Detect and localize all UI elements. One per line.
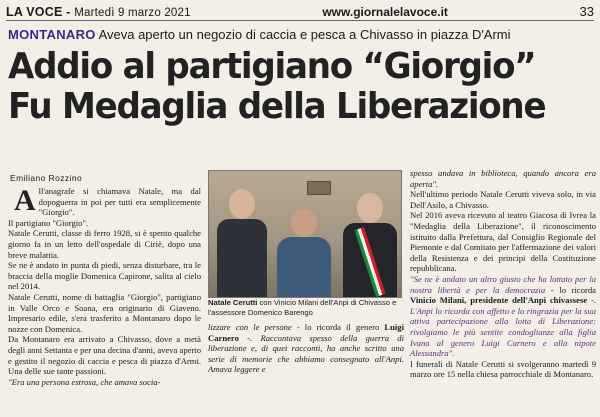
plain-text: - lo ricorda il genero [291,322,385,332]
kicker [8,28,598,42]
paragraph: Natale Cerutti, nome di battaglia "Giorgio", partigiano in Valle Orco e Soana, era originario di Giaveno. Impresario edile, s'era trasferito a Montanaro dopo le nozze con Domenica. [8,291,201,334]
page-header [6,3,594,21]
newspaper-name: LA VOCE - Martedì 9 marzo 2021 [6,4,191,19]
kicker-place: MONTANARO [8,27,96,42]
quote-text: -. Raccontava spesso della guerra di liberazione e, di quei racconti, ha anche scritto una serie di memorie che abbiamo consegnato all'Anpi. Amava leggere e [208,332,404,375]
photo-wall-frame [307,181,331,195]
photo-caption [208,298,404,317]
paragraph [208,322,404,375]
photo-person-center [277,209,331,298]
paragraph: Nel 2016 aveva ricevuto al teatro Giacosa di Ivrea la "Medaglia della Liberazione", il riconoscimento istituito dalla Prefettura, dal Consiglio Regionale del Piemonte e dal Comitato per l'affermazione dei valori della Resistenza e dei principi della Costituzione repubblicana. [410,210,596,274]
person-name: Vinicio Milani [410,295,465,306]
photo-person-right [343,193,397,298]
kicker-text: Aveva aperto un negozio di caccia e pesca a Chivasso in piazza D'Armi [95,27,511,42]
plain-text: - lo ricorda [545,284,596,295]
article-photo [208,170,402,298]
quote-text: "Se ne è andato un altro giusto che ha lottato per la nostra libertà e per la democrazia [410,273,596,295]
paragraph: Se ne è andato in punta di piedi, senza disturbare, tra le braccia della moglie Domenica Capirone, salita al cielo nel 2014. [8,260,201,292]
paper-title: LA VOCE [6,4,63,19]
drop-cap: A [14,184,36,217]
quote-text: L'Anpi lo ricorda con affetto e lo ringrazia per la sua attiva partecipazione alla lotta di Liberazione: rivolgiamo le più sentite condoglianze alla figlia Ivana al genero Luigi Carnero e alla nipote Alessandra". [410,305,596,359]
page-number: 33 [579,4,594,19]
paragraph: "Era una persona estrosa, che amava socia- [8,376,161,387]
headline-line-2: Fu Medaglia della Liberazione [8,86,546,127]
plain-text: -. [587,295,596,306]
website-url: www.giornalelavoce.it [322,4,448,19]
issue-date: Martedì 9 marzo 2021 [74,6,191,19]
paragraph: Natale Cerutti, classe di ferro 1928, si è spento qualche giorno fa in un letto dell'ospedale di Ciriè, dopo una breve malattia. [8,228,201,260]
article-column-2 [208,322,404,375]
paragraph: spesso andava in biblioteca, quando ancora era aperta". [410,168,596,189]
quote-text: lizzare con le persone [208,322,292,332]
article-column-1 [8,186,201,387]
article-column-3 [410,168,596,380]
headline-line-1: Addio al partigiano “Giorgio” [8,46,536,87]
paragraph: I funerali di Natale Cerutti si svolgeranno martedì 9 marzo ore 15 nella chiesa parrocchiale di Montanaro. [410,358,596,380]
paragraph [8,186,201,218]
headline [8,47,574,127]
person-name: Luigi Carnero [208,322,404,343]
caption-name: Natale Cerutti [208,298,258,307]
paragraph: Nell'ultimo periodo Natale Cerutti viveva solo, in via Dell'Asilo, a Chivasso. [410,189,596,210]
person-role: , presidente dell'Anpi chivassese [464,295,588,306]
caption-text: con Vinicio Milani dell'Anpi di Chivasso e l'assessore Domenico Barengo [208,298,397,317]
paragraph [410,274,596,359]
paragraph: Da Montanaro era arrivato a Chivasso, dove a metà degli anni Settanta e per una decina d'anni, aveva aperto e gestito il negozio di caccia e pesca di piazza d'Armi. Una delle sue tante passioni. [8,334,201,377]
paragraph: Il partigiano "Giorgio". [8,217,89,228]
byline: Emiliano Rozzino [10,173,83,183]
photo-person-left [217,189,267,298]
paragraph-text: ll'anagrafe si chiamava Natale, ma dal dopoguerra in poi per tutti era semplicemente "Giorgio". [38,186,201,218]
